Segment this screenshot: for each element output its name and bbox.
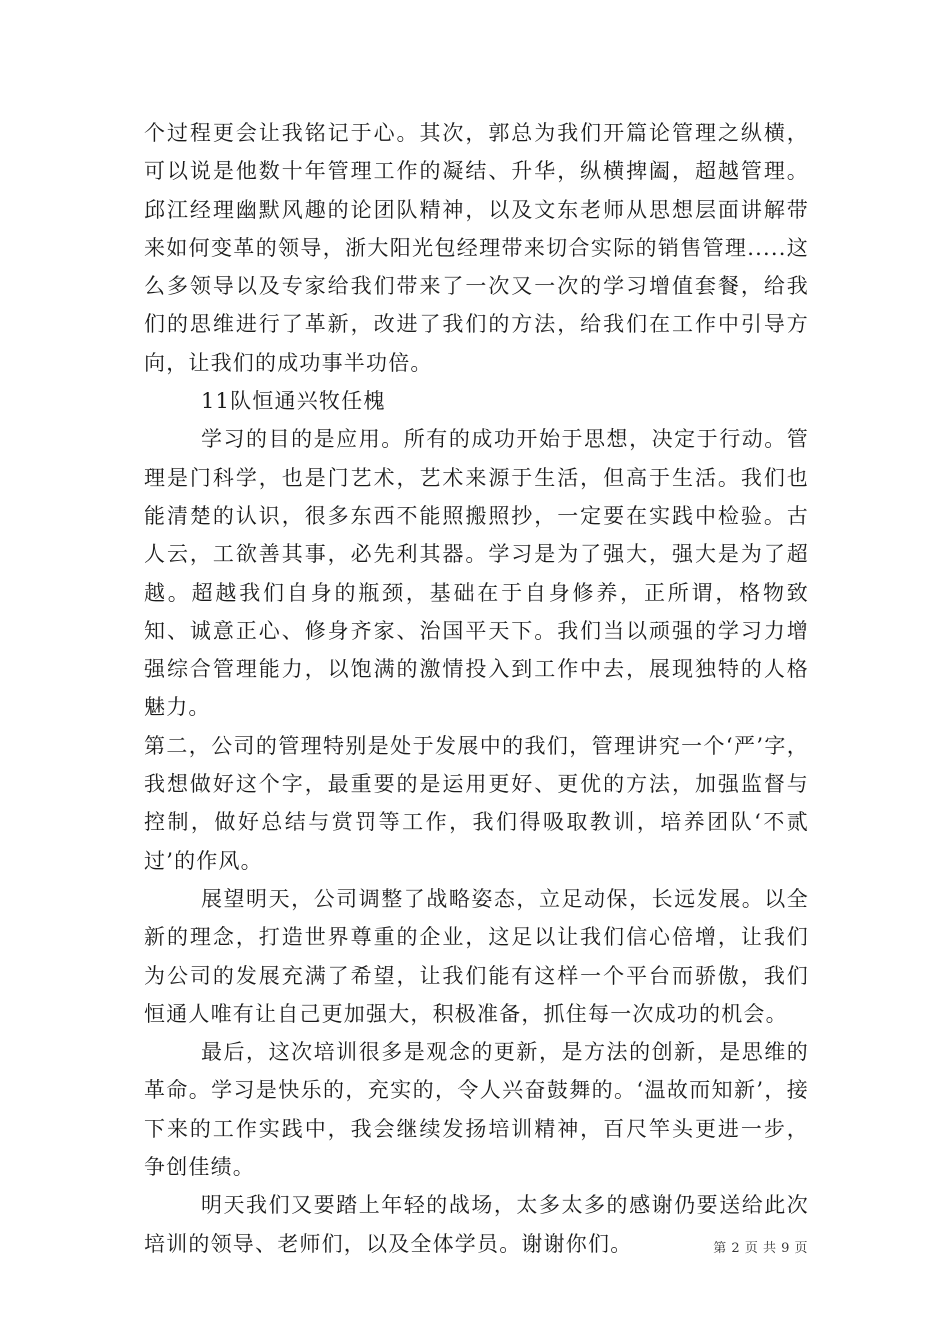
paragraph-thanks: 明天我们又要踏上年轻的战场，太多太多的感谢仍要送给此次培训的领导、老师们，以及全体学员。谢谢你们。	[144, 1193, 809, 1256]
paragraph-outlook: 展望明天，公司调整了战略姿态，立足动保，长远发展。以全新的理念，打造世界尊重的企业，这足以让我们信心倍增，让我们为公司的发展充满了希望，让我们能有这样一个平台而骄傲，我们恒通人唯有让自己更加强大，积极准备，抓住每一次成功的机会。	[144, 886, 809, 1026]
paragraph-finally: 最后，这次培训很多是观念的更新，是方法的创新，是思维的革命。学习是快乐的，充实的，令人兴奋鼓舞的。‘温故而知新’，接下来的工作实践中，我会继续发扬培训精神，百尺竿头更进一步，争创佳绩。	[144, 1040, 809, 1180]
paragraph-continuation: 个过程更会让我铭记于心。其次，郭总为我们开篇论管理之纵横，可以说是他数十年管理工作的凝结、升华，纵横捭阖，超越管理。邱江经理幽默风趣的论团队精神，以及文东老师从思想层面讲解带来如何变革的领导，浙大阳光包经理带来切合实际的销售管理.....这么多领导以及专家给我们带来了一次又一次的学习增值套餐，给我们的思维进行了革新，改进了我们的方法，给我们在工作中引导方向，让我们的成功事半功倍。	[144, 121, 809, 375]
paragraph-second-point: 第二，公司的管理特别是处于发展中的我们，管理讲究一个‘严’字，我想做好这个字，最重要的是运用更好、更优的方法，加强监督与控制，做好总结与赏罚等工作，我们得吸取教训，培养团队‘不贰过’的作风。	[144, 733, 809, 873]
document-body	[144, 114, 809, 1263]
paragraph-learning-purpose: 学习的目的是应用。所有的成功开始于思想，决定于行动。管理是门科学，也是门艺术，艺术来源于生活，但高于生活。我们也能清楚的认识，很多东西不能照搬照抄，一定要在实践中检验。古人云，工欲善其事，必先利其器。学习是为了强大，强大是为了超越。超越我们自身的瓶颈，基础在于自身修养，正所谓，格物致知、诚意正心、修身齐家、治国平天下。我们当以顽强的学习力增强综合管理能力，以饱满的激情投入到工作中去，展现独特的人格魅力。	[144, 427, 809, 720]
paragraph-team-signature: 11队恒通兴牧任槐	[201, 389, 386, 414]
page-number-footer: 第 2 页 共 9 页	[713, 1241, 808, 1256]
